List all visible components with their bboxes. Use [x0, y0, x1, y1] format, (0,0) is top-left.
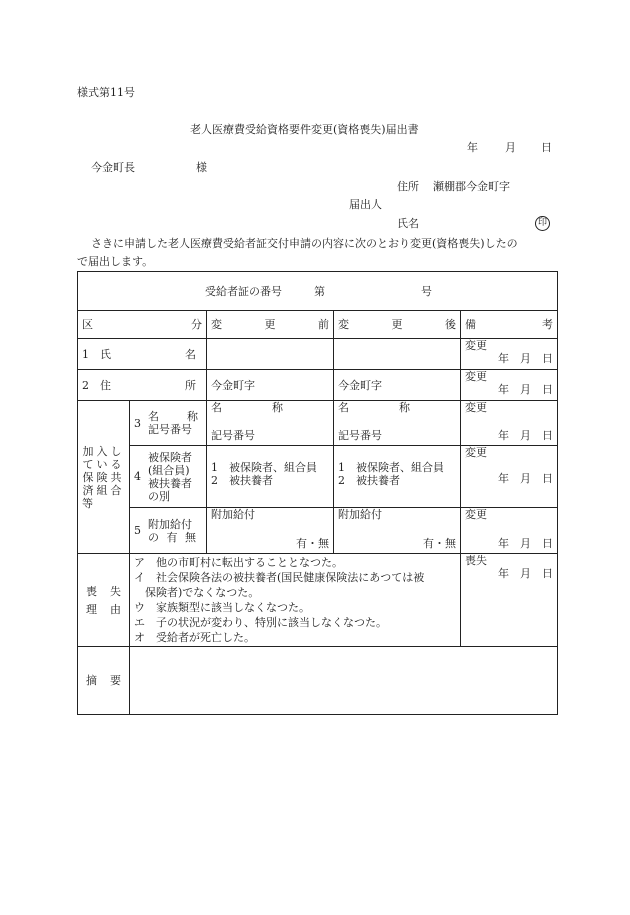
applicant-role: 届出人 [349, 198, 382, 211]
row-insured-type-remarks: 変更 年 月 日 [461, 446, 558, 508]
certificate-number-row [78, 272, 558, 311]
name-label: 氏名 [397, 217, 419, 230]
cert-label: 受給者証の番号 [205, 284, 282, 298]
row-additional-benefit-label: 5 附加給付 の 有 無 [130, 508, 207, 554]
seal-mark: 印 [535, 216, 550, 231]
loss-remarks: 喪失 年 月 日 [461, 554, 558, 647]
reason-i-cont: 保険者)でなくなつた。 [134, 586, 260, 599]
addressee-honorific: 様 [196, 161, 207, 174]
date-year-label: 年 [467, 141, 478, 154]
remarks-date: 年 月 日 [498, 352, 554, 365]
document-title: 老人医療費受給資格要件変更(資格喪失)届出書 [190, 123, 419, 136]
address-value: 瀬棚郡今金町字 [433, 180, 510, 193]
date-month-label: 月 [505, 141, 516, 154]
loss-reason-list [130, 554, 461, 647]
row-insured-type-after: 1 被保険者、組合員 2 被扶養者 [334, 446, 461, 508]
row-name-after [334, 339, 461, 370]
row-name-before [207, 339, 334, 370]
row-insurer-after: 名 称 記号番号 [334, 401, 461, 446]
row-name-remarks: 変更 年 月 日 [461, 339, 558, 370]
row-address-label: 2 住 所 [78, 370, 207, 401]
intro-line-1: さきに申請した老人医療費受給者証交付申請の内容に次のとおり変更(資格喪失)したの [91, 237, 518, 250]
summary-label: 摘 要 [78, 647, 130, 715]
reason-u: ウ 家族類型に該当しなくなつた。 [134, 601, 310, 614]
row-insurer-before: 名 称 記号番号 [207, 401, 334, 446]
header-before: 変 更 前 [207, 311, 334, 339]
intro-line-2: で届出します。 [77, 255, 154, 268]
cert-dai: 第 [314, 284, 325, 298]
date-day-label: 日 [541, 141, 552, 154]
row-insured-type-before: 1 被保険者、組合員 2 被扶養者 [207, 446, 334, 508]
insurance-group-label: 加入し ている 保険共 済組合 等 [78, 401, 130, 554]
row-additional-benefit-remarks: 変更 年 月 日 [461, 508, 558, 554]
reason-o: オ 受給者が死亡した。 [134, 631, 255, 644]
row-additional-benefit-before: 附加給付 有・無 [207, 508, 334, 554]
row-insurer-remarks: 変更 年 月 日 [461, 401, 558, 446]
reason-a: ア 他の市町村に転出することとなつた。 [134, 556, 343, 569]
row-name-label: 1 氏 名 [78, 339, 207, 370]
row-address-before: 今金町字 [207, 370, 334, 401]
header-after: 変 更 後 [334, 311, 461, 339]
addressee-mayor: 今金町長 [91, 161, 135, 174]
row-address-after: 今金町字 [334, 370, 461, 401]
address-label: 住所 [397, 180, 419, 193]
loss-reason-label: 喪 失 理 由 [78, 554, 130, 647]
reason-i: イ 社会保険各法の被扶養者(国民健康保険法にあつては被 [134, 571, 425, 584]
row-additional-benefit-after: 附加給付 有・無 [334, 508, 461, 554]
form-number: 様式第11号 [77, 86, 135, 99]
row-address-remarks: 変更 年 月 日 [461, 370, 558, 401]
row-insured-type-label: 4 被保険者 (組合員) 被扶養者 の別 [130, 446, 207, 508]
cert-go: 号 [421, 284, 432, 298]
row-insurer-label: 3 名 称 記号番号 [130, 401, 207, 446]
form-table [77, 271, 558, 715]
reason-e: エ 子の状況が変わり、特別に該当しなくなつた。 [134, 616, 387, 629]
header-remarks: 備 考 [461, 311, 558, 339]
summary-field [130, 647, 558, 715]
header-kubun: 区 分 [78, 311, 207, 339]
